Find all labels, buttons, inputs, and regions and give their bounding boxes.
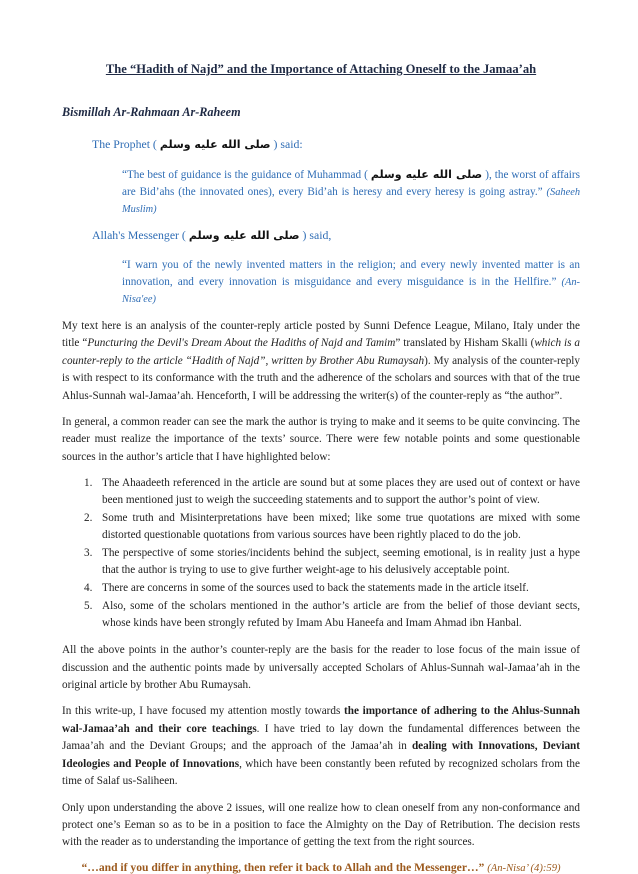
arabic-salutation: صلى الله عليه وسلم — [188, 229, 300, 242]
para1-text-a: My text here is an analysis of the counter-reply article posted by Sunni Defence League, Milano, Italy under the title “ — [62, 320, 580, 350]
quote1-text — [122, 166, 580, 218]
paragraph-focus — [62, 703, 580, 790]
quote1-intro — [92, 137, 580, 152]
arabic-salutation: صلى الله عليه وسلم — [370, 168, 483, 181]
quote1-intro-post: ) said: — [273, 137, 303, 151]
para4-bold-d: dealing with Innovations, Deviant Ideologies and People of Innovations — [62, 740, 580, 770]
para4-text-e: , which have been constantly been refuted by recognized scholars from the time of Salaf us-Saliheen. — [62, 757, 580, 788]
list-text: Also, some of the scholars mentioned in the author’s article are from the belief of those deviant sects, whose kinds have been strongly refuted by Imam Abu Haneefa and Imam Ahmad ibn Hanbal. — [102, 600, 580, 630]
para4-bold-b: the importance of adhering to the Ahlus-Sunnah wal-Jamaa’ah and their core teachings — [62, 705, 580, 735]
paragraph-general: In general, a common reader can see the mark the author is trying to make and it seems to be quite convincing. The reader must realize the importance of the texts’ source. There were few notable points and some questionable sources in the author’s article that I have highlighted below: — [62, 416, 580, 463]
list-number: 1. — [84, 477, 93, 490]
quote2-text-body: “I warn you of the newly invented matters in the religion; and every newly invented matter is an innovation, and every innovation is misguidance and every misguidance is in the Hellfire.” — [122, 259, 580, 288]
quote1-citation: (Saheeh Muslim) — [122, 187, 581, 215]
para1-article-title: Puncturing the Devil's Dream About the Hadiths of Najd and Tamim — [87, 337, 396, 350]
list-text: There are concerns in some of the sources used to back the statements made in the article itself. — [102, 582, 529, 595]
paragraph-analysis-intro — [62, 318, 580, 405]
para4-text-c: . I have tried to lay down the fundamental differences between the Jamaa’ah and the Deviant Groups; and the approach of the Jamaa’ah in — [62, 722, 580, 753]
quote2-intro-post: ) said, — [302, 228, 332, 242]
para1-text-c: ” translated by Hisham Skalli ( — [395, 337, 535, 350]
points-list — [62, 475, 580, 632]
arabic-salutation: صلى الله عليه وسلم — [159, 138, 271, 151]
final-quote-text: “…and if you differ in anything, then refer it back to Allah and the Messenger…” — [81, 860, 485, 874]
para4-text-a: In this write-up, I have focused my attention mostly towards — [62, 705, 345, 718]
list-text: The Ahaadeeth referenced in the article are sound but at some places they are used out of context or have been mentioned just to weigh the succeeding statements and to support the author’s point of view. — [102, 477, 580, 507]
list-number: 4. — [84, 582, 93, 595]
list-number: 3. — [84, 547, 93, 560]
list-item — [62, 598, 580, 632]
document-title: The “Hadith of Najd” and the Importance of Attaching Oneself to the Jamaa’ah — [105, 62, 537, 76]
para1-text-e: ). My analysis of the counter-reply is with respect to its conformance with the truth and the adherence of the scholars and sources with that of the true Ahlus-Sunnah wal-Jamaa’ah. Henceforth, I will be addressing the writer(s) of the counter-reply as “the author”. — [62, 354, 580, 402]
list-item — [62, 475, 580, 509]
bismillah-heading: Bismillah Ar-Rahmaan Ar-Raheem — [62, 105, 241, 119]
list-text: The perspective of some stories/incidents behind the subject, seeming emotional, is in reality just a hype that the author is trying to use to give further weight-age to his delusively acceptable point. — [102, 547, 580, 577]
quote2-citation: (An-Nisa'ee) — [122, 277, 580, 305]
list-text: Some truth and Misinterpretations have been mixed; like some true quotations are mixed with some distorted questionable quotations from various sources have been rightly placed to do the job. — [102, 512, 580, 542]
quote1-text-pre: “The best of guidance is the guidance of Muhammad ( — [122, 169, 368, 181]
paragraph-conclusion: Only upon understanding the above 2 issues, will one realize how to clean oneself from any non-conformance and protect one’s Eeman so as to be in a position to face the Almighty on the Day of Retribution. The decision rests with the reader as to understanding the importance of getting the text from the right sources. — [62, 801, 580, 849]
final-quote — [62, 861, 580, 874]
quote1-intro-pre: The Prophet ( — [92, 137, 157, 151]
quote2-intro — [92, 228, 580, 243]
list-number: 5. — [84, 600, 93, 613]
paragraph-basis: All the above points in the author’s counter-reply are the basis for the reader to lose focus of the main issue of discussion and the authentic points made by universally accepted Scholars of Ahlus-Sunnah wal-Jamaa’ah in the original article by brother Abu Rumaysah. — [62, 644, 580, 692]
quote2-intro-pre: Allah's Messenger ( — [92, 228, 186, 242]
quote2-text — [122, 257, 580, 308]
final-quote-reference: (An-Nisa’ (4):59) — [487, 862, 561, 874]
list-item — [62, 580, 580, 597]
para1-note: which is a counter-reply to the article “Hadith of Najd”, written by Brother Abu Rumaysah — [62, 337, 580, 367]
list-item — [62, 545, 580, 579]
list-number: 2. — [84, 512, 93, 525]
quote1-text-post: ), the worst of affairs are Bid’ahs (the innovated ones), every Bid’ah is heresy and every heresy is going astray.” — [122, 169, 580, 198]
list-item — [62, 510, 580, 544]
